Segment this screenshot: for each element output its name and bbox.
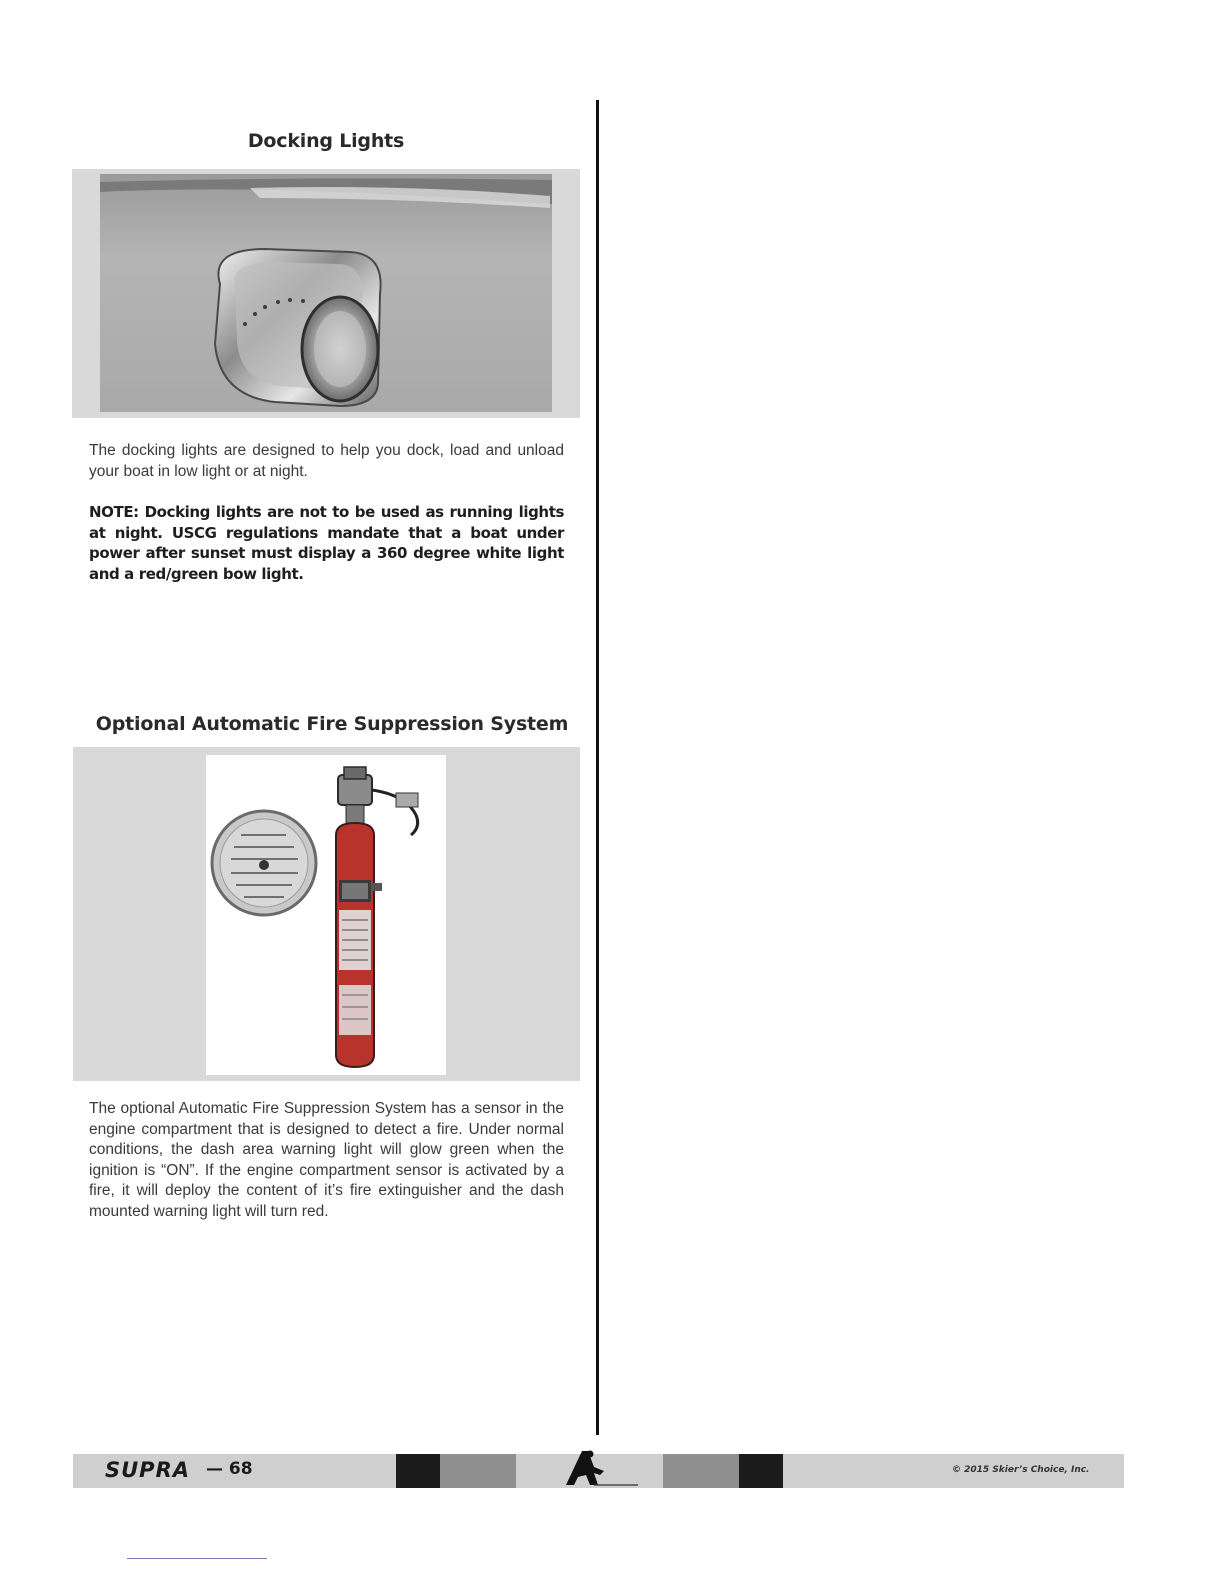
skier-logo-icon (560, 1447, 640, 1489)
fire-suppression-title: Optional Automatic Fire Suppression System (95, 713, 569, 735)
footer-square-mid-right (663, 1454, 739, 1488)
docking-lights-note: NOTE: Docking lights are not to be used as running lights at night. USCG regulations mandate that a boat under power after sunset must display a 360 degree white light and a red/green bow light. (89, 503, 564, 583)
footer-square-dark-left (396, 1454, 440, 1488)
fire-suppression-body: The optional Automatic Fire Suppression System has a sensor in the engine compartment that is designed to detect a fire. Under normal conditions, the dash area warning light will glow green when the ignition is “ON”. If the engine compartment sensor is activated by a fire, it will deploy the content of it’s fire extinguisher and the dash mounted warning light will turn red. (89, 1100, 564, 1220)
docking-light-photo (100, 174, 552, 412)
footer-copyright: © 2015 Skier’s Choice, Inc. (952, 1465, 1090, 1475)
footer-square-mid-left (440, 1454, 516, 1488)
docking-lights-body: The docking lights are designed to help you dock, load and unload your boat in low light or at night. (89, 442, 564, 480)
fire-extinguisher-photo (206, 755, 446, 1075)
column-divider (596, 100, 599, 1435)
footer-brand: SUPRA (105, 1458, 190, 1482)
footer-square-dark-right (739, 1454, 783, 1488)
fire-suppression-photo-frame (73, 747, 580, 1081)
bottom-rule (127, 1558, 267, 1559)
docking-lights-title: Docking Lights (247, 130, 405, 152)
page-number: — 68 (206, 1459, 253, 1479)
docking-lights-photo-frame (72, 169, 580, 418)
